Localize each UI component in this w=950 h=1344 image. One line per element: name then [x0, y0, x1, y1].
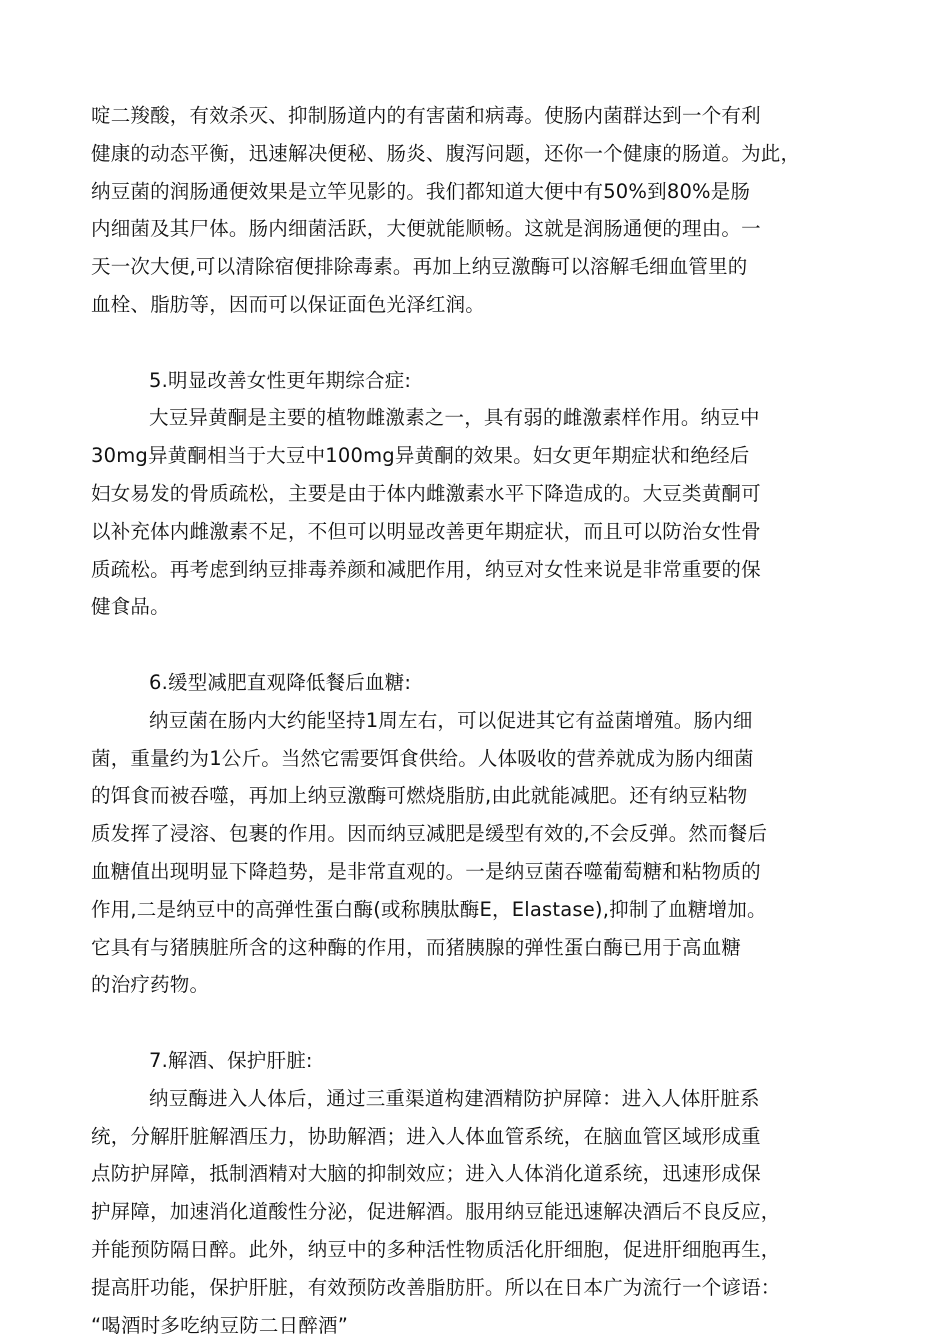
- text-line: 健食品。: [91, 595, 170, 619]
- text-line: 的饵食而被吞噬，再加上纳豆激酶可燃烧脂肪,由此就能减肥。还有纳豆粘物: [91, 784, 748, 808]
- text-line: 质发挥了浸溶、包裹的作用。因而纳豆减肥是缓型有效的,不会反弹。然而餐后: [91, 822, 768, 846]
- paragraph-spacer: [91, 1004, 863, 1042]
- text-line: 纳豆酶进入人体后，通过三重渠道构建酒精防护屏障：进入人体肝脏系: [149, 1086, 760, 1110]
- text-line: 它具有与猪胰脏所含的这种酶的作用，而猪胰腺的弹性蛋白酶已用于高血糖: [91, 935, 742, 959]
- paragraph-liver-protection: [91, 1080, 863, 1344]
- text-line: 妇女易发的骨质疏松，主要是由于体内雌激素水平下降造成的。大豆类黄酮可: [91, 481, 761, 505]
- section-heading-6: 6.缓型减肥直观降低餐后血糖:: [149, 670, 412, 694]
- section-heading-5: 5.明显改善女性更年期综合症:: [149, 368, 412, 392]
- paragraph-spacer: [91, 626, 863, 664]
- text-line: 血糖值出现明显下降趋势，是非常直观的。一是纳豆菌吞噬葡萄糖和粘物质的: [91, 859, 761, 883]
- paragraph-weight-loss: [91, 702, 863, 1004]
- document-body: [91, 97, 863, 1344]
- text-line: 以补充体内雌激素不足，不但可以明显改善更年期症状，而且可以防治女性骨: [91, 519, 761, 543]
- text-line: 健康的动态平衡，迅速解决便秘、肠炎、腹泻问题，还你一个健康的肠道。为此，: [91, 141, 801, 165]
- text-line: 内细菌及其尸体。肠内细菌活跃，大便就能顺畅。这就是润肠通便的理由。一: [91, 217, 761, 241]
- text-line: 大豆异黄酮是主要的植物雌激素之一，具有弱的雌激素样作用。纳豆中: [149, 406, 760, 430]
- text-line: 血栓、脂肪等，因而可以保证面色光泽红润。: [91, 292, 486, 316]
- text-line: 护屏障，加速消化道酸性分泌，促进解酒。服用纳豆能迅速解决酒后不良反应，: [91, 1200, 781, 1224]
- paragraph-spacer: [91, 324, 863, 362]
- text-line: 并能预防隔日醉。此外，纳豆中的多种活性物质活化肝细胞，促进肝细胞再生，: [91, 1237, 781, 1261]
- text-line: 质疏松。再考虑到纳豆排毒养颜和减肥作用，纳豆对女性来说是非常重要的保: [91, 557, 761, 581]
- text-line: 30mg异黄酮相当于大豆中100mg异黄酮的效果。妇女更年期症状和绝经后: [91, 444, 750, 468]
- text-line: 统，分解肝脏解酒压力，协助解酒；进入人体血管系统，在脑血管区域形成重: [91, 1124, 761, 1148]
- text-line: 纳豆菌在肠内大约能坚持1周左右，可以促进其它有益菌增殖。肠内细: [149, 708, 753, 732]
- text-line: 纳豆菌的润肠通便效果是立竿见影的。我们都知道大便中有50%到80%是肠: [91, 179, 751, 203]
- paragraph-intestinal-health: [91, 97, 863, 324]
- text-line: 天一次大便,可以清除宿便排除毒素。再加上纳豆激酶可以溶解毛细血管里的: [91, 255, 748, 279]
- text-line: 啶二羧酸，有效杀灭、抑制肠道内的有害菌和病毒。使肠内菌群达到一个有利: [91, 104, 761, 127]
- text-line: 菌，重量约为1公斤。当然它需要饵食供给。人体吸收的营养就成为肠内细菌: [91, 746, 754, 770]
- section-heading-7: 7.解酒、保护肝脏:: [149, 1048, 313, 1072]
- paragraph-menopause: [91, 399, 863, 626]
- text-line: “喝酒时多吃纳豆防二日醉酒”: [91, 1313, 349, 1337]
- text-line: 点防护屏障，抵制酒精对大脑的抑制效应；进入人体消化道系统，迅速形成保: [91, 1162, 761, 1186]
- text-line: 提高肝功能，保护肝脏，有效预防改善脂肪肝。所以在日本广为流行一个谚语：: [91, 1275, 781, 1299]
- text-line: 的治疗药物。: [91, 973, 210, 997]
- text-line: 作用,二是纳豆中的高弹性蛋白酶(或称胰肽酶E，Elastase),抑制了血糖增加。: [91, 897, 767, 921]
